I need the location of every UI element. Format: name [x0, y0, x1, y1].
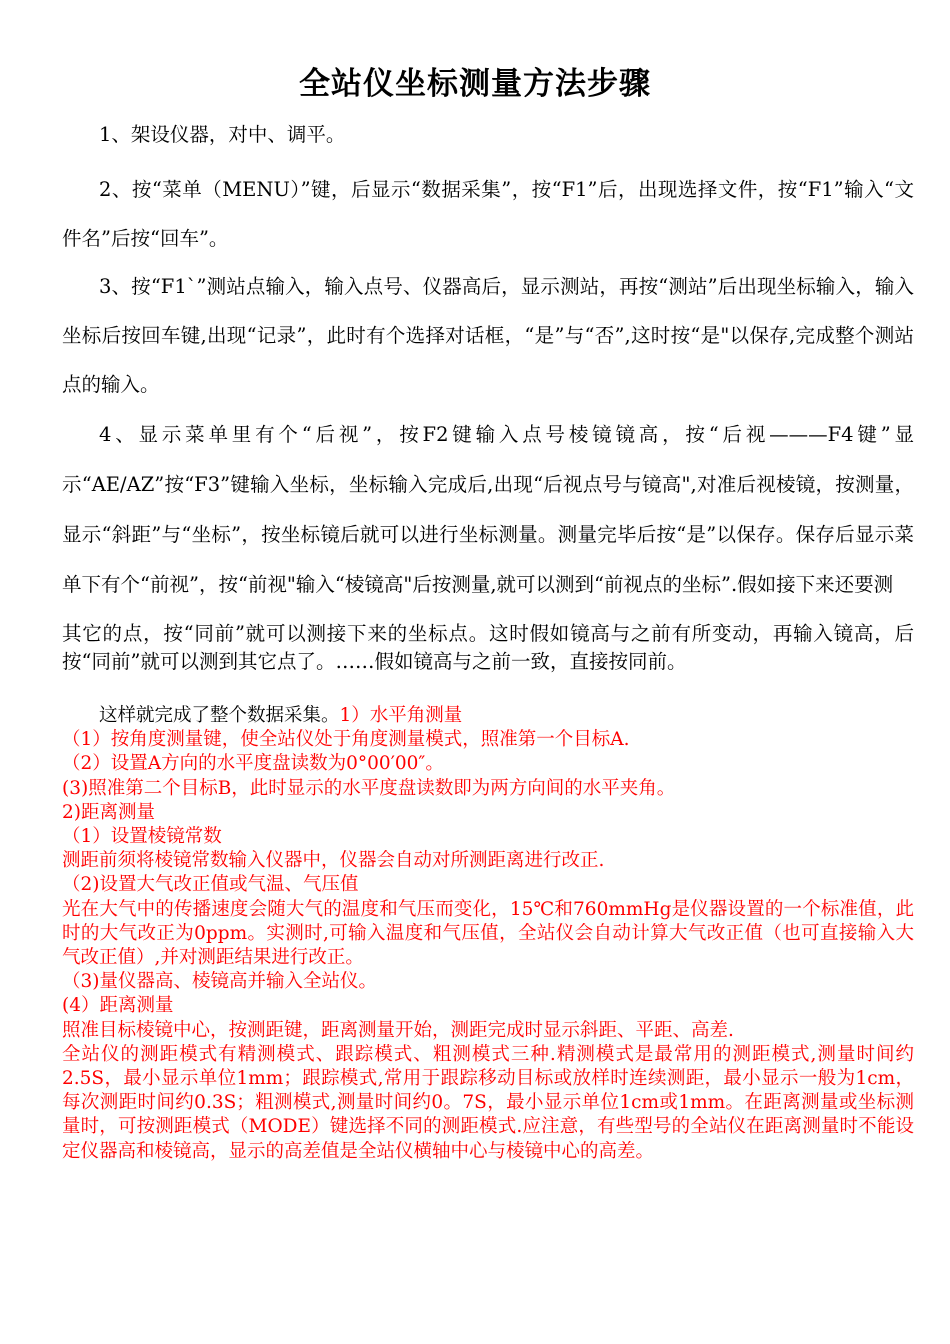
distance-step-1-text: 测距前须将棱镜常数输入仪器中，仪器会自动对所测距离进行改正. — [62, 850, 605, 872]
horizontal-angle-step-1: （1）按角度测量键，使全站仪处于角度测量模式，照准第一个目标A. — [62, 729, 630, 751]
distance-step-3: （3)量仪器高、棱镜高并输入全站仪。 — [62, 971, 377, 993]
heading-horizontal-angle: 1）水平角测量 — [339, 705, 463, 726]
notes-intro — [62, 704, 914, 728]
horizontal-angle-step-3: (3)照准第二个目标B，此时显示的水平度盘读数即为两方向间的水平夹角。 — [62, 777, 676, 799]
step-4-continued — [62, 620, 914, 676]
distance-step-4: (4）距离测量 — [62, 995, 174, 1017]
heading-distance: 2)距离测量 — [62, 801, 155, 823]
step-2 — [62, 165, 914, 263]
distance-step-2-text: 光在大气中的传播速度会随大气的温度和气压而变化，15℃和760mmHg是仪器设置的一个标准值，此时的大气改正为0ppm。实测时,可输入温度和气压值，全站仪会自动计算大气改正值（也可直接输入大气改正值）,并对测距结果进行改正。 — [62, 898, 914, 969]
step-4-continued-text: 其它的点，按“同前”就可以测接下来的坐标点。这时假如镜高与之前有所变动，再输入镜高，后按“同前”就可以测到其它点了。……假如镜高与之前一致，直接按同前。 — [62, 622, 914, 673]
horizontal-angle-step-2: （2）设置A方向的水平度盘读数为0°00′00″。 — [62, 753, 444, 775]
distance-step-2: （2)设置大气改正值或气温、气压值 — [62, 874, 359, 896]
distance-step-4-text: 照准目标棱镜中心，按测距键，距离测量开始，测距完成时显示斜距、平距、高差. — [62, 1019, 734, 1041]
page-title: 全站仪坐标测量方法步骤 — [299, 66, 651, 102]
step-1-text: 1、架设仪器，对中、调平。 — [99, 123, 346, 146]
step-3-text: 3、按“F1`”测站点输入，输入点号、仪器高后，显示测站，再按“测站”后出现坐标输入，输入坐标后按回车键,出现“记录”，此时有个选择对话框，“是”与“否”,这时按“是"以保存,完成整个测站点的输入。 — [62, 275, 914, 396]
measurement-notes — [62, 704, 914, 1164]
step-1 — [62, 110, 914, 159]
distance-modes-text: 全站仪的测距模式有精测模式、跟踪模式、粗测模式三种.精测模式是最常用的测距模式,测量时间约2.5S，最小显示单位1mm；跟踪模式,常用于跟踪移动目标或放样时连续测距，最小显示一般为1cm，每次测距时间约0.3S；粗测模式,测量时间约0。7S，最小显示单位1cm或1mm。在距离测量或坐标测量时，可按测距模式（MODE）键选择不同的测距模式.应注意，有些型号的全站仪在距离测量时不能设定仪器高和棱镜高，显示的高差值是全站仪横轴中心与棱镜中心的高差。 — [62, 1043, 914, 1162]
done-text: 这样就完成了整个数据采集。 — [99, 705, 340, 726]
step-4-text: 4、显示菜单里有个“后视”，按F2键输入点号棱镜镜高，按“后视———F4键”显示“AE/AZ”按“F3”键输入坐标，坐标输入完成后,出现“后视点号与镜高",对准后视棱镜，按测量，显示“斜距”与“坐标”，按坐标镜后就可以进行坐标测量。测量完毕后按“是”以保存。保存后显示菜单下有个“前视”，按“前视"输入“棱镜高"后按测量,就可以测到“前视点的坐标”.假如接下来还要测 — [62, 423, 914, 596]
step-2-text: 2、按“菜单（MENU）”键，后显示“数据采集”，按“F1”后，出现选择文件，按“F1”输入“文件名”后按“回车”。 — [62, 178, 914, 250]
step-4 — [62, 410, 914, 610]
step-3 — [62, 262, 914, 409]
distance-step-1: （1）设置棱镜常数 — [62, 826, 222, 848]
